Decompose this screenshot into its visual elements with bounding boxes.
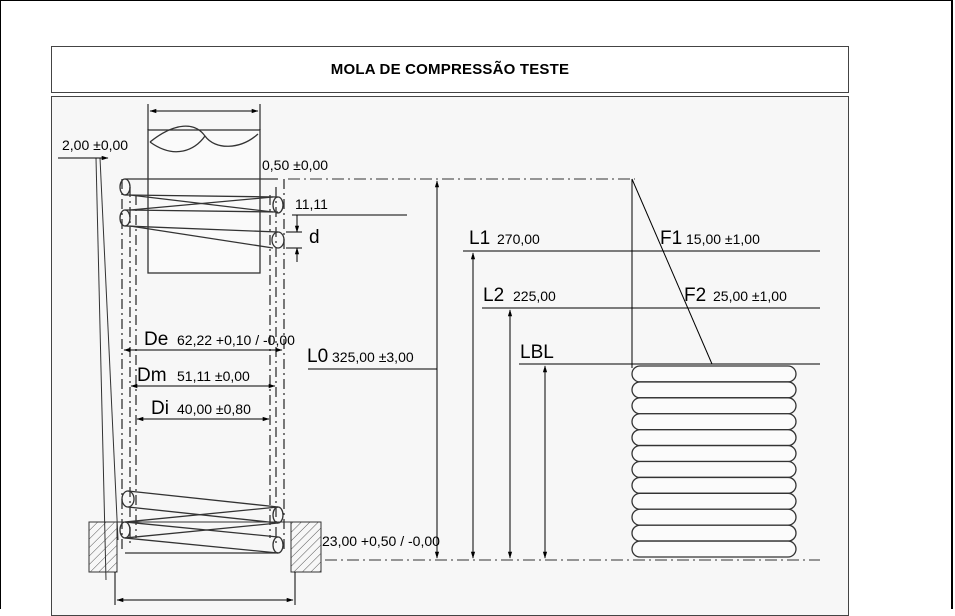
l2-symbol: L2 [483,285,505,306]
lbl-symbol: LBL [520,342,554,363]
compressed-spring [632,366,796,557]
dm-symbol: Dm [137,365,167,386]
compressed-coil [632,414,796,430]
coil-line [125,523,278,538]
coil-line [128,491,278,507]
di-symbol: Di [151,398,169,419]
pitch-tolerance-label: 0,50 ±0,00 [262,157,329,173]
compressed-coil [632,541,796,557]
compressed-coil [632,446,796,462]
f1-value: 15,00 ±1,00 [686,231,760,247]
l1-value: 270,00 [497,231,540,247]
coil-end [273,507,283,523]
wire-section [272,232,284,248]
dm-value: 51,11 ±0,00 [177,368,250,384]
de-value: 62,22 +0,10 / -0,00 [177,332,295,348]
coil-end [273,537,283,553]
wire-symbol-label: d [309,227,320,248]
l0-value: 325,00 ±3,00 [332,349,414,365]
compressed-coil [632,493,796,509]
compressed-coil [632,477,796,493]
compressed-coil [632,366,796,382]
squareness-line [100,158,118,540]
page-title: MOLA DE COMPRESSÃO TESTE [330,61,570,78]
l1-symbol: L1 [469,228,491,249]
coil-line [125,522,278,537]
compressed-coil [632,382,796,398]
compressed-coil [632,398,796,414]
l0-symbol: L0 [307,346,329,367]
squareness-ref-line [96,158,106,580]
compressed-coil [632,430,796,446]
f1-symbol: F1 [660,228,683,249]
di-value: 40,00 ±0,80 [177,401,251,417]
f2-value: 25,00 ±1,00 [713,288,787,304]
base-height-value: 23,00 +0,50 / -0,00 [322,533,440,549]
l2-value: 225,00 [513,288,556,304]
compressed-coil [632,462,796,478]
compressed-coil [632,509,796,525]
coil-end [273,197,283,213]
base-plate-right [291,522,321,572]
wire-value-label: 11,11 [295,196,328,212]
end-gap-label: 2,00 ±0,00 [62,137,129,153]
de-symbol: De [144,329,169,350]
top-rod [148,130,260,273]
coil-end [122,491,134,507]
f2-symbol: F2 [684,285,707,306]
base-plate-left [89,522,117,572]
coil-line [125,538,278,553]
compressed-coil [632,525,796,541]
force-curve [632,179,712,364]
